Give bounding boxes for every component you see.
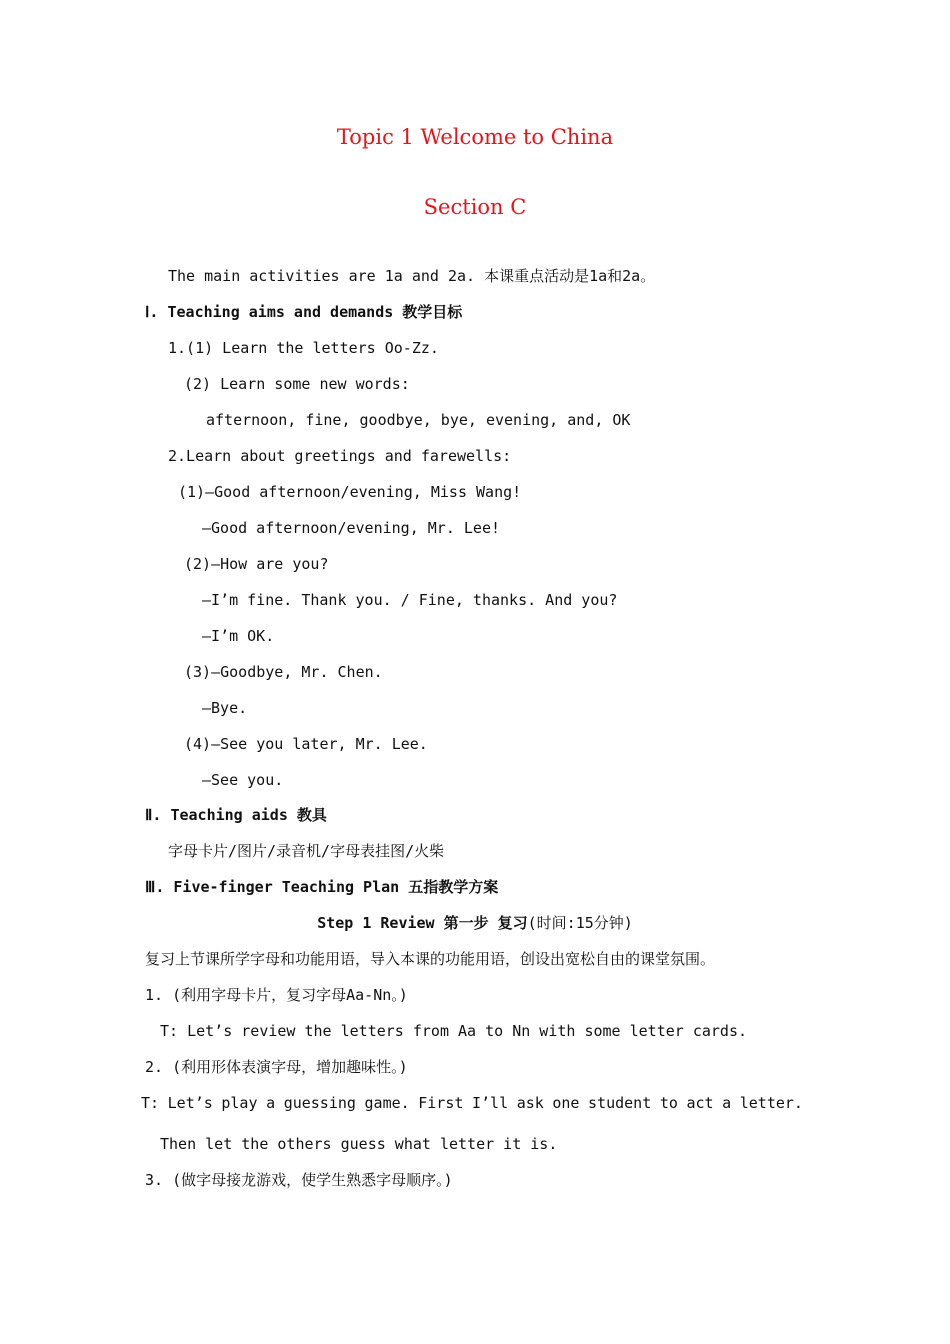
dialogue-4b: —See you. — [202, 771, 284, 789]
word: to — [659, 1094, 678, 1112]
word: one — [552, 1094, 580, 1112]
teaching-aids: 字母卡片/图片/录音机/字母表挂图/火柴 — [168, 842, 445, 860]
step1-label: Step 1 Review 第一步 复习 — [317, 914, 528, 932]
aim-2: 2.Learn about greetings and farewells: — [168, 447, 512, 465]
part1-heading: Ⅰ. Teaching aims and demands 教学目标 — [145, 303, 463, 321]
step1-time: (时间:15分钟) — [527, 914, 633, 932]
dialogue-2c: —I’m OK. — [202, 627, 275, 645]
dialogue-3a: (3)—Goodbye, Mr. Chen. — [184, 663, 383, 681]
step1-item-2-teacher-cont: Then let the others guess what letter it is. — [160, 1135, 558, 1153]
word: act — [686, 1094, 714, 1112]
step1-heading — [0, 914, 950, 932]
word: T: — [141, 1094, 160, 1112]
word: a — [722, 1094, 732, 1112]
part3-heading: Ⅲ. Five-finger Teaching Plan 五指教学方案 — [145, 878, 499, 896]
step1-item-2: 2. (利用形体表演字母，增加趣味性。) — [145, 1058, 408, 1076]
word: a — [266, 1094, 276, 1112]
word: guessing — [283, 1094, 356, 1112]
step1-description: 复习上节课所学字母和功能用语，导入本课的功能用语，创设出宽松自由的课堂氛围。 — [145, 950, 716, 968]
aim-1-2: (2) Learn some new words: — [184, 375, 410, 393]
word: ask — [516, 1094, 544, 1112]
step1-item-1-teacher: T: Let’s review the letters from Aa to Nn with some letter cards. — [160, 1022, 747, 1040]
document-title: Topic 1 Welcome to China — [336, 125, 614, 149]
dialogue-4a: (4)—See you later, Mr. Lee. — [184, 735, 428, 753]
word: student — [588, 1094, 652, 1112]
word: I’ll — [471, 1094, 509, 1112]
step1-item-3: 3. (做字母接龙游戏，使学生熟悉字母顺序。) — [145, 1171, 453, 1189]
step1-item-2-teacher — [141, 1094, 803, 1112]
aim-1-1: 1.(1) Learn the letters Oo-Zz. — [168, 339, 439, 357]
word: letter. — [739, 1094, 803, 1112]
dialogue-2b: —I’m fine. Thank you. / Fine, thanks. And you? — [202, 591, 618, 609]
dialogue-3b: —Bye. — [202, 699, 248, 717]
word: Let’s — [167, 1094, 213, 1112]
part2-heading: Ⅱ. Teaching aids 教具 — [145, 806, 327, 824]
word: play — [221, 1094, 258, 1112]
dialogue-2a: (2)—How are you? — [184, 555, 329, 573]
dialogue-1a: (1)—Good afternoon/evening, Miss Wang! — [178, 483, 522, 501]
word: First — [418, 1094, 464, 1112]
word: game. — [364, 1094, 410, 1112]
new-words: afternoon, fine, goodbye, bye, evening, and, OK — [206, 411, 631, 429]
intro-text: The main activities are 1a and 2a. 本课重点活动是1a和2a。 — [168, 267, 656, 285]
dialogue-1b: —Good afternoon/evening, Mr. Lee! — [202, 519, 501, 537]
section-title: Section C — [423, 195, 527, 219]
step1-item-1: 1. (利用字母卡片，复习字母Aa-Nn。) — [145, 986, 408, 1004]
